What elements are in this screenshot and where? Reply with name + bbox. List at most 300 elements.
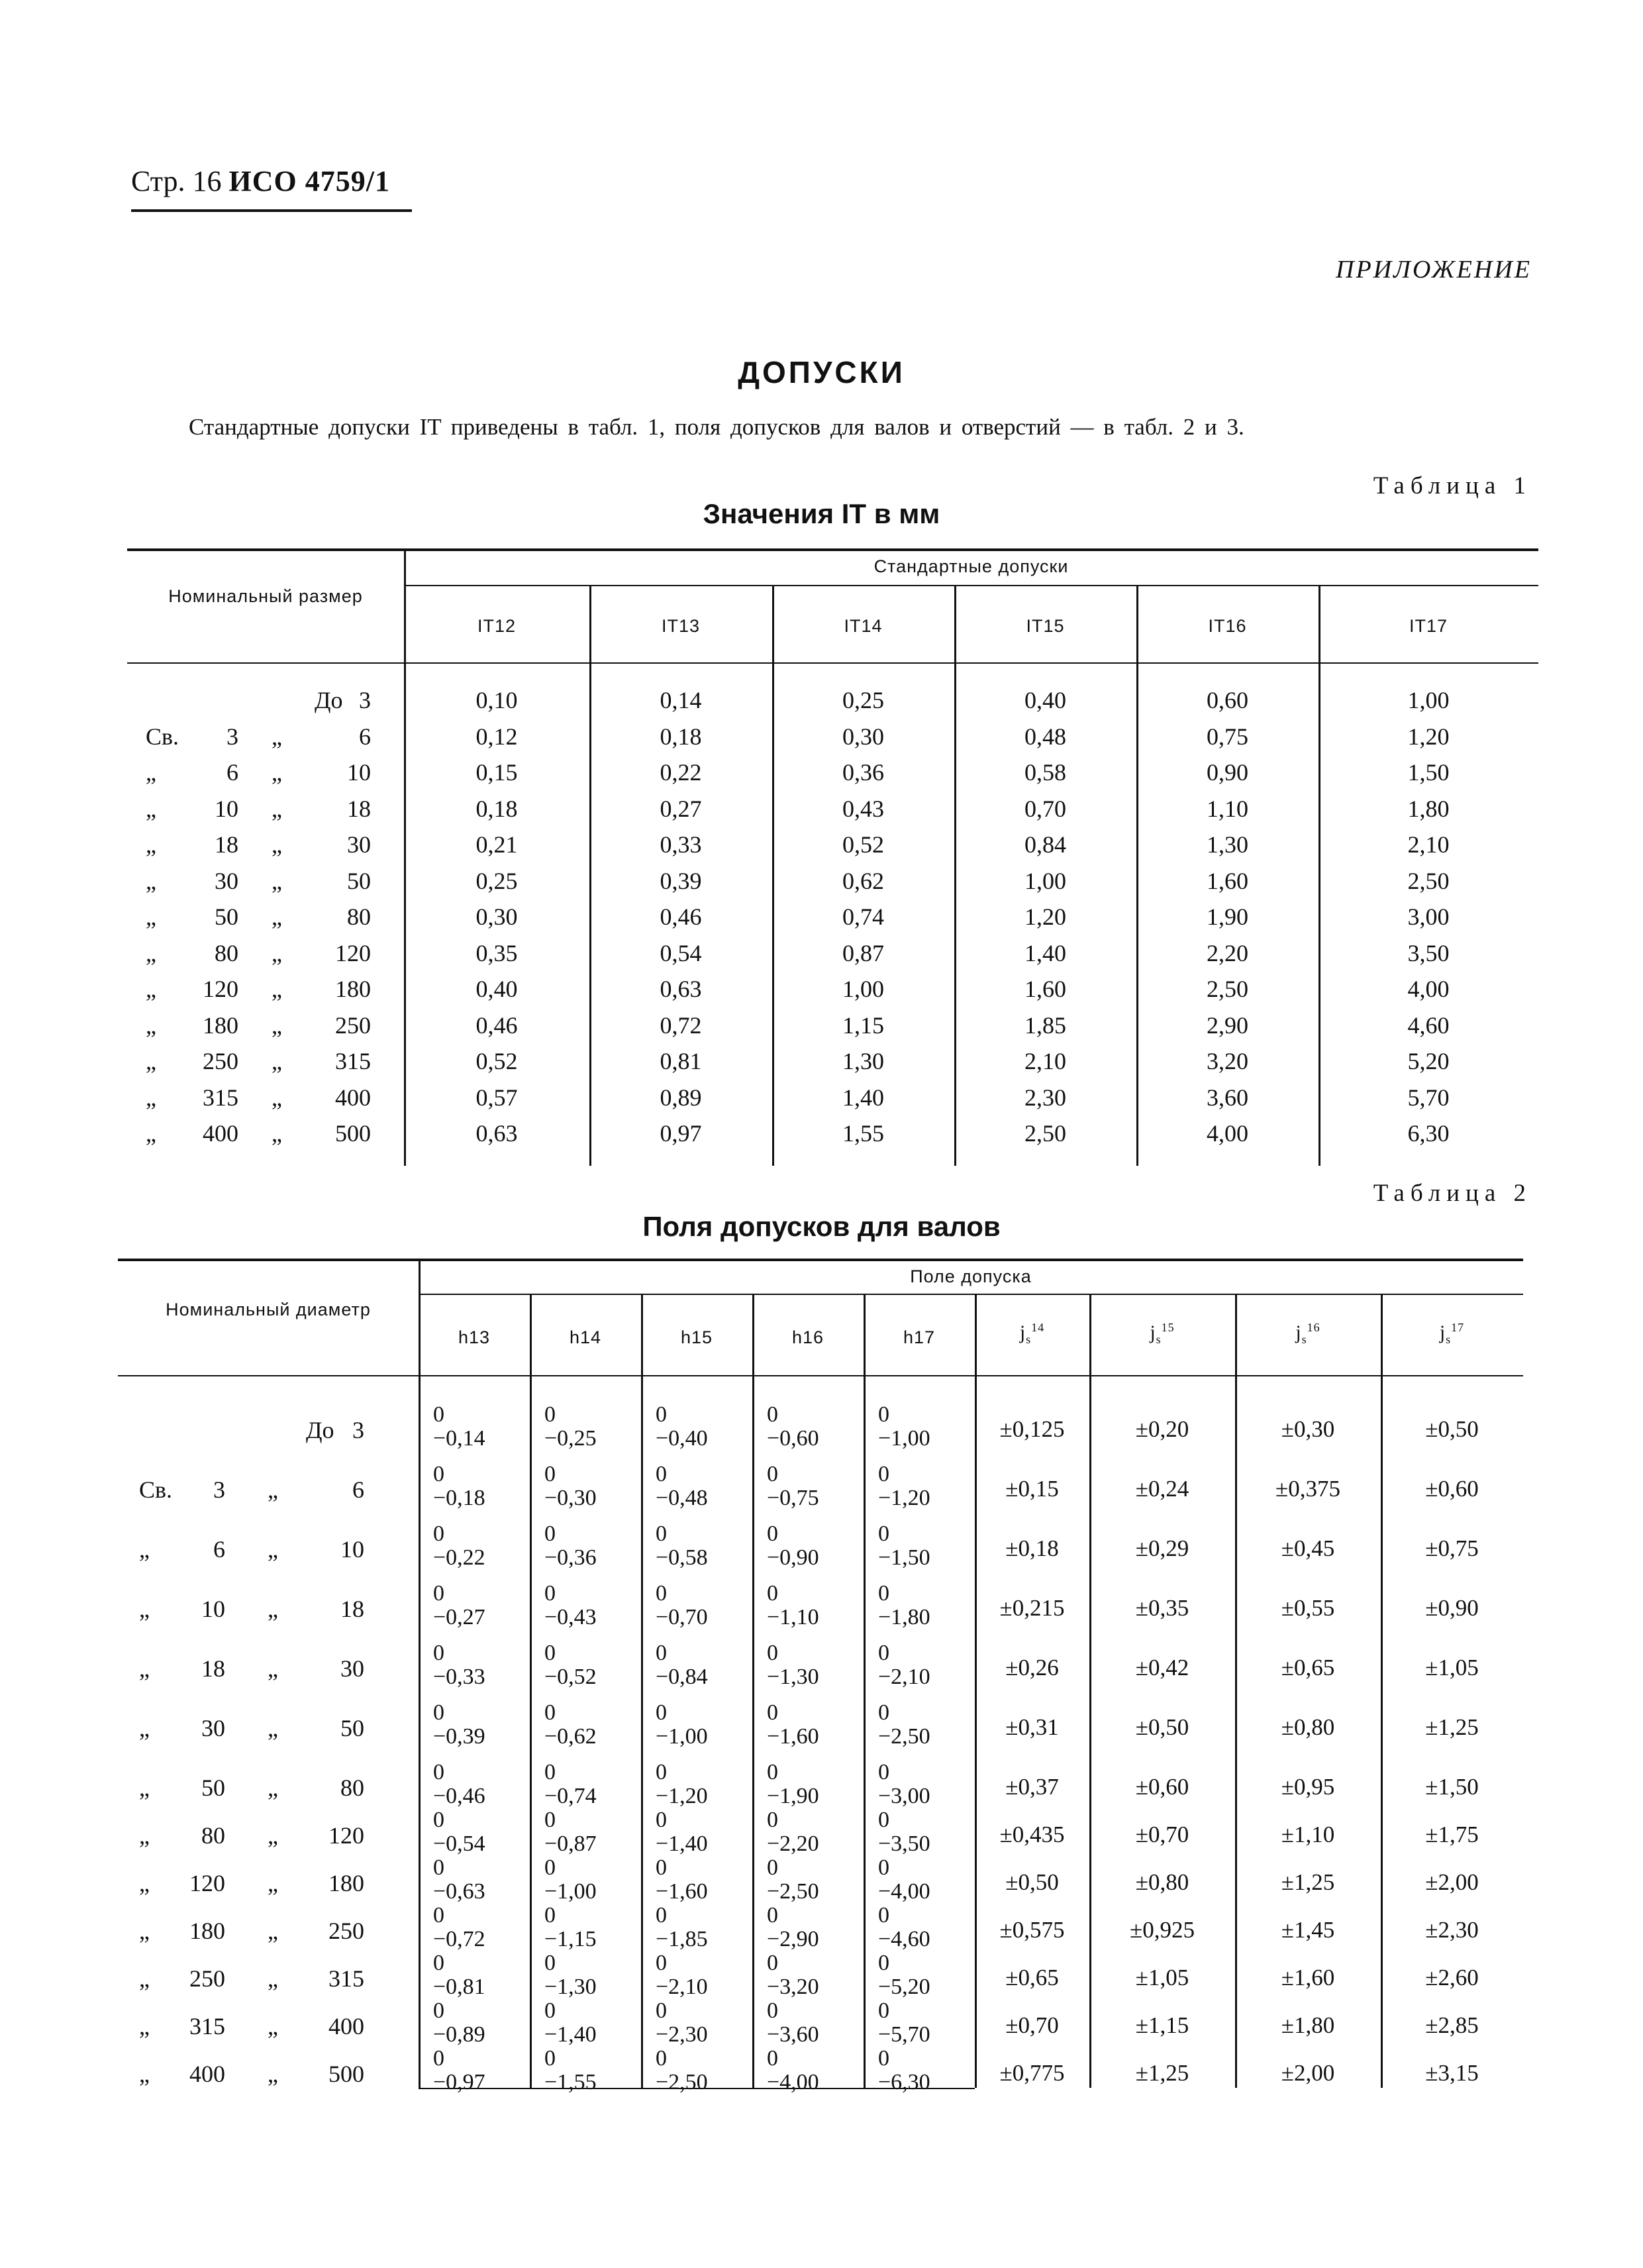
row-from: 80 xyxy=(201,1822,225,1849)
upper-deviation: 0 xyxy=(433,1581,444,1606)
table-cell: 2,30 xyxy=(1024,1084,1066,1111)
table-cell: 1,40 xyxy=(842,1084,884,1111)
symmetric-tolerance: ±0,90 xyxy=(1425,1595,1479,1621)
table-cell: 0,63 xyxy=(660,976,702,1002)
table-cell: 0,36 xyxy=(842,759,884,786)
table2-top-rule xyxy=(118,1259,1523,1261)
upper-deviation: 0 xyxy=(656,1903,667,1928)
table-cell: 0,87 xyxy=(842,939,884,966)
lower-deviation: −0,74 xyxy=(544,1784,597,1808)
lower-deviation: −2,10 xyxy=(656,1975,708,1999)
table-cell: 2,10 xyxy=(1407,831,1450,858)
row-from: 3 xyxy=(213,1476,225,1503)
lower-deviation: −1,20 xyxy=(878,1486,930,1510)
row-ditto: „ xyxy=(268,1536,278,1563)
row-ditto: „ xyxy=(272,1048,282,1074)
tolerance-deviation-pair xyxy=(433,2047,485,2094)
tolerance-deviation-pair xyxy=(656,1761,708,1808)
tolerance-deviation-pair xyxy=(878,1701,930,1749)
tolerance-deviation-pair xyxy=(878,1856,930,1904)
lower-deviation: −0,33 xyxy=(433,1665,485,1689)
row-upto: До xyxy=(306,1417,334,1443)
tolerance-deviation-pair xyxy=(878,1999,930,2047)
upper-deviation: 0 xyxy=(878,1903,889,1928)
lower-deviation: −0,72 xyxy=(433,1927,485,1951)
symmetric-tolerance: ±0,80 xyxy=(1135,1869,1189,1895)
lower-deviation: −1,20 xyxy=(656,1784,708,1808)
table1-top-rule xyxy=(127,548,1538,551)
upper-deviation: 0 xyxy=(767,1760,778,1784)
upper-deviation: 0 xyxy=(433,1760,444,1784)
lower-deviation: −0,14 xyxy=(433,1426,485,1451)
row-prefix: „ xyxy=(139,1715,150,1741)
row-to: 3 xyxy=(359,687,371,713)
upper-deviation: 0 xyxy=(878,1462,889,1486)
symmetric-tolerance: ±3,15 xyxy=(1425,2060,1479,2086)
row-to: 400 xyxy=(328,2013,364,2039)
tolerance-deviation-pair xyxy=(878,1904,930,1951)
symmetric-tolerance: ±0,65 xyxy=(1005,1965,1059,1990)
tolerance-deviation-pair xyxy=(544,1808,597,1856)
table-cell: 0,84 xyxy=(1024,831,1066,858)
lower-deviation: −1,15 xyxy=(544,1927,597,1951)
page-title: ДОПУСКИ xyxy=(738,355,905,389)
row-to: 180 xyxy=(335,976,371,1002)
lower-deviation: −0,54 xyxy=(433,1831,485,1856)
appendix-label: ПРИЛОЖЕНИЕ xyxy=(1336,256,1532,284)
row-from: 30 xyxy=(201,1715,225,1741)
lower-deviation: −2,30 xyxy=(656,2022,708,2047)
symmetric-tolerance: ±0,31 xyxy=(1005,1714,1059,1740)
upper-deviation: 0 xyxy=(767,1951,778,1975)
lower-deviation: −0,70 xyxy=(656,1605,708,1629)
tolerance-deviation-pair xyxy=(544,1856,597,1904)
upper-deviation: 0 xyxy=(656,2046,667,2071)
lower-deviation: −5,20 xyxy=(878,1975,930,1999)
tolerance-deviation-pair xyxy=(767,1641,819,1689)
tolerance-deviation-pair xyxy=(767,1856,819,1904)
upper-deviation: 0 xyxy=(433,1462,444,1486)
symmetric-tolerance: ±0,80 xyxy=(1281,1714,1335,1740)
table-cell: 0,18 xyxy=(475,795,518,822)
upper-deviation: 0 xyxy=(544,1402,556,1427)
table-cell: 0,22 xyxy=(660,759,702,786)
table2-vline xyxy=(752,1294,754,2088)
table-cell: 1,15 xyxy=(842,1011,884,1039)
table2-col-header: $j_s^{15}$ xyxy=(1150,1321,1175,1346)
row-ditto: „ xyxy=(272,1084,282,1111)
table-cell: 0,48 xyxy=(1024,723,1066,750)
row-from: 315 xyxy=(203,1084,238,1111)
upper-deviation: 0 xyxy=(878,1641,889,1665)
tolerance-deviation-pair xyxy=(433,1808,485,1856)
row-from: 250 xyxy=(203,1048,238,1074)
upper-deviation: 0 xyxy=(433,1402,444,1427)
tolerance-deviation-pair xyxy=(433,1856,485,1904)
table-cell: 0,52 xyxy=(842,831,884,858)
lower-deviation: −2,50 xyxy=(767,1879,819,1904)
table-cell: 0,25 xyxy=(842,687,884,713)
symmetric-tolerance: ±0,125 xyxy=(999,1416,1065,1442)
lower-deviation: −2,50 xyxy=(656,2070,708,2094)
table-cell: 0,52 xyxy=(475,1048,518,1074)
row-ditto: „ xyxy=(268,1870,278,1896)
row-from: 120 xyxy=(189,1870,225,1896)
lower-deviation: −3,00 xyxy=(878,1784,930,1808)
intro-paragraph: Стандартные допуски IT приведены в табл. 1, поля допусков для валов и отверстий — в табл. 2 и 3. xyxy=(189,414,1244,440)
row-to: 250 xyxy=(328,1918,364,1944)
row-to: 80 xyxy=(340,1775,364,1801)
table-cell: 1,10 xyxy=(1207,795,1248,822)
table2-vline xyxy=(864,1294,866,2088)
tolerance-deviation-pair xyxy=(767,1951,819,1999)
upper-deviation: 0 xyxy=(656,1521,667,1546)
upper-deviation: 0 xyxy=(767,1521,778,1546)
tolerance-deviation-pair xyxy=(767,1522,819,1570)
table-cell: 4,00 xyxy=(1407,976,1450,1002)
table2-vline xyxy=(530,1294,532,2088)
row-from: 50 xyxy=(201,1775,225,1801)
symmetric-tolerance: ±1,25 xyxy=(1135,2060,1189,2086)
row-ditto: „ xyxy=(272,903,282,930)
symmetric-tolerance: ±0,925 xyxy=(1130,1917,1195,1943)
upper-deviation: 0 xyxy=(544,1808,556,1832)
upper-deviation: 0 xyxy=(656,1462,667,1486)
lower-deviation: −0,27 xyxy=(433,1605,485,1629)
tolerance-deviation-pair xyxy=(878,1808,930,1856)
row-to: 120 xyxy=(335,939,371,966)
symmetric-tolerance: ±2,00 xyxy=(1425,1869,1479,1895)
table-cell: 4,00 xyxy=(1207,1120,1248,1147)
lower-deviation: −0,84 xyxy=(656,1665,708,1689)
tolerance-deviation-pair xyxy=(656,1808,708,1856)
row-prefix: „ xyxy=(139,1596,150,1622)
table-cell: 0,18 xyxy=(660,723,702,750)
row-to: 315 xyxy=(335,1048,371,1074)
row-prefix: „ xyxy=(146,1048,156,1074)
symmetric-tolerance: ±2,85 xyxy=(1425,2012,1479,2038)
table2-vline xyxy=(641,1294,643,2088)
table1-caption: Значения IT в мм xyxy=(703,498,940,529)
subscript: s xyxy=(1156,1333,1162,1346)
table-cell: 3,60 xyxy=(1207,1084,1248,1111)
upper-deviation: 0 xyxy=(544,1760,556,1784)
table-cell: 2,20 xyxy=(1207,939,1248,966)
symmetric-tolerance: ±0,215 xyxy=(999,1595,1065,1621)
upper-deviation: 0 xyxy=(544,1521,556,1546)
row-to: 50 xyxy=(340,1715,364,1741)
row-prefix: „ xyxy=(139,1918,150,1944)
tolerance-deviation-pair xyxy=(656,1856,708,1904)
lower-deviation: −3,20 xyxy=(767,1975,819,1999)
upper-deviation: 0 xyxy=(767,1808,778,1832)
upper-deviation: 0 xyxy=(544,1903,556,1928)
lower-deviation: −0,30 xyxy=(544,1486,597,1510)
tolerance-deviation-pair xyxy=(878,1761,930,1808)
row-prefix: „ xyxy=(139,1870,150,1896)
symmetric-tolerance: ±0,75 xyxy=(1425,1535,1479,1561)
tolerance-deviation-pair xyxy=(433,1463,485,1510)
table-cell: 0,58 xyxy=(1024,759,1066,786)
row-to: 18 xyxy=(347,795,371,822)
table-cell: 0,43 xyxy=(842,795,884,822)
row-from: 18 xyxy=(201,1655,225,1682)
table-cell: 0,39 xyxy=(660,867,702,894)
symmetric-tolerance: ±1,60 xyxy=(1281,1965,1335,1990)
row-prefix: „ xyxy=(146,867,156,894)
tolerance-deviation-pair xyxy=(767,1999,819,2047)
symmetric-tolerance: ±0,45 xyxy=(1281,1535,1335,1561)
table1-col-header: IT14 xyxy=(844,616,883,636)
upper-deviation: 0 xyxy=(767,1855,778,1880)
symmetric-tolerance: ±1,45 xyxy=(1281,1917,1335,1943)
row-prefix: „ xyxy=(146,759,156,786)
table1-col-header: IT16 xyxy=(1208,616,1247,636)
upper-deviation: 0 xyxy=(544,1951,556,1975)
table-cell: 2,50 xyxy=(1407,867,1450,894)
row-from: 250 xyxy=(189,1965,225,1992)
table-cell: 1,85 xyxy=(1024,1011,1066,1039)
row-ditto: „ xyxy=(268,1596,278,1622)
upper-deviation: 0 xyxy=(878,1808,889,1832)
table-cell: 1,00 xyxy=(1407,687,1450,713)
row-ditto: „ xyxy=(272,759,282,786)
row-to: 500 xyxy=(328,2061,364,2087)
table-cell: 0,35 xyxy=(475,939,518,966)
symmetric-tolerance: ±0,50 xyxy=(1005,1869,1059,1895)
table-cell: 0,40 xyxy=(475,976,518,1002)
row-ditto: „ xyxy=(272,1120,282,1147)
table-cell: 1,20 xyxy=(1407,723,1450,750)
upper-deviation: 0 xyxy=(433,1998,444,2023)
table-cell: 6,30 xyxy=(1407,1120,1450,1147)
row-prefix: „ xyxy=(146,1120,156,1147)
tolerance-deviation-pair xyxy=(544,1403,597,1451)
upper-deviation: 0 xyxy=(433,1951,444,1975)
row-prefix: „ xyxy=(146,939,156,966)
row-prefix: „ xyxy=(146,976,156,1002)
row-ditto: „ xyxy=(272,939,282,966)
row-from: 18 xyxy=(215,831,238,858)
table2-col-header: $j_s^{17}$ xyxy=(1439,1321,1465,1346)
lower-deviation: −0,18 xyxy=(433,1486,485,1510)
tolerance-deviation-pair xyxy=(767,1582,819,1629)
lower-deviation: −0,52 xyxy=(544,1665,597,1689)
tolerance-deviation-pair xyxy=(656,1701,708,1749)
row-from: 400 xyxy=(203,1120,238,1147)
upper-deviation: 0 xyxy=(878,1402,889,1427)
table-cell: 0,72 xyxy=(660,1011,702,1039)
upper-deviation: 0 xyxy=(767,1462,778,1486)
row-to: 80 xyxy=(347,903,371,930)
table-cell: 3,20 xyxy=(1207,1048,1248,1074)
upper-deviation: 0 xyxy=(433,1903,444,1928)
upper-deviation: 0 xyxy=(433,1808,444,1832)
row-prefix: „ xyxy=(139,1536,150,1563)
symmetric-tolerance: ±0,50 xyxy=(1425,1416,1479,1442)
symmetric-tolerance: ±0,775 xyxy=(999,2060,1065,2086)
header-underline xyxy=(131,209,412,212)
table2-col-header: h13 xyxy=(458,1327,491,1347)
row-from: 180 xyxy=(189,1918,225,1944)
row-ditto: „ xyxy=(268,2061,278,2087)
upper-deviation: 0 xyxy=(544,1700,556,1725)
lower-deviation: −0,60 xyxy=(767,1426,819,1451)
symmetric-tolerance: ±1,75 xyxy=(1425,1822,1479,1847)
symmetric-tolerance: ±0,55 xyxy=(1281,1595,1335,1621)
table-cell: 1,40 xyxy=(1024,939,1066,966)
upper-deviation: 0 xyxy=(656,1760,667,1784)
row-to: 250 xyxy=(335,1011,371,1039)
table-cell: 2,50 xyxy=(1207,976,1248,1002)
table2-col-header: $j_s^{16}$ xyxy=(1295,1321,1320,1346)
lower-deviation: −4,00 xyxy=(767,2070,819,2094)
symmetric-tolerance: ±1,50 xyxy=(1425,1774,1479,1800)
tolerance-deviation-pair xyxy=(656,1951,708,1999)
lower-deviation: −1,00 xyxy=(878,1426,930,1451)
table-cell: 0,46 xyxy=(475,1011,518,1039)
tolerance-deviation-pair xyxy=(656,1904,708,1951)
row-from: 120 xyxy=(203,976,238,1002)
table-cell: 0,81 xyxy=(660,1048,702,1074)
lower-deviation: −1,55 xyxy=(544,2070,597,2094)
table-cell: 0,90 xyxy=(1207,759,1248,786)
lower-deviation: −1,85 xyxy=(656,1927,708,1951)
symmetric-tolerance: ±0,37 xyxy=(1005,1774,1059,1800)
tolerance-deviation-pair xyxy=(878,1522,930,1570)
row-to: 180 xyxy=(328,1870,364,1896)
table-cell: 1,50 xyxy=(1407,759,1450,786)
symmetric-tolerance: ±0,575 xyxy=(999,1917,1065,1943)
tolerance-deviation-pair xyxy=(544,1582,597,1629)
row-from: 10 xyxy=(201,1596,225,1622)
symmetric-tolerance: ±1,05 xyxy=(1425,1655,1479,1680)
table-cell: 1,20 xyxy=(1024,903,1066,930)
lower-deviation: −0,46 xyxy=(433,1784,485,1808)
symmetric-tolerance: ±0,60 xyxy=(1135,1774,1189,1800)
table-cell: 0,62 xyxy=(842,867,884,894)
row-to: 3 xyxy=(352,1417,364,1443)
upper-deviation: 0 xyxy=(433,2046,444,2071)
table-cell: 0,25 xyxy=(475,867,518,894)
symmetric-tolerance: ±0,50 xyxy=(1135,1714,1189,1740)
lower-deviation: −0,36 xyxy=(544,1545,597,1570)
lower-deviation: −0,87 xyxy=(544,1831,597,1856)
upper-deviation: 0 xyxy=(656,1641,667,1665)
document-number: ИСО 4759/1 xyxy=(228,165,390,197)
upper-deviation: 0 xyxy=(433,1521,444,1546)
row-prefix: „ xyxy=(139,1775,150,1801)
symmetric-tolerance: ±1,80 xyxy=(1281,2012,1335,2038)
table2-col-header: h14 xyxy=(569,1327,602,1347)
upper-deviation: 0 xyxy=(656,1998,667,2023)
symmetric-tolerance: ±0,24 xyxy=(1135,1476,1189,1502)
row-to: 6 xyxy=(352,1476,364,1503)
row-ditto: „ xyxy=(268,1655,278,1682)
table-cell: 0,12 xyxy=(475,723,518,750)
lower-deviation: −0,39 xyxy=(433,1724,485,1749)
tolerance-deviation-pair xyxy=(656,1641,708,1689)
row-prefix: Св. xyxy=(139,1476,173,1503)
symmetric-tolerance: ±1,15 xyxy=(1135,2012,1189,2038)
table2-col-header: h15 xyxy=(680,1327,713,1347)
table-cell: 2,50 xyxy=(1024,1120,1066,1147)
tolerance-deviation-pair xyxy=(878,1403,930,1451)
symmetric-tolerance: ±0,375 xyxy=(1275,1476,1340,1502)
tolerance-deviation-pair xyxy=(878,1463,930,1510)
upper-deviation: 0 xyxy=(544,1581,556,1606)
tolerance-deviation-pair xyxy=(544,1463,597,1510)
row-prefix: „ xyxy=(146,1084,156,1111)
row-from: 6 xyxy=(213,1536,225,1563)
tolerance-deviation-pair xyxy=(433,1403,485,1451)
table-cell: 0,30 xyxy=(475,903,518,930)
lower-deviation: −1,30 xyxy=(544,1975,597,1999)
table-cell: 0,15 xyxy=(475,759,518,786)
lower-deviation: −1,60 xyxy=(656,1879,708,1904)
lower-deviation: −0,62 xyxy=(544,1724,597,1749)
tolerance-deviation-pair xyxy=(878,1951,930,1999)
symmetric-tolerance: ±0,70 xyxy=(1005,2012,1059,2038)
upper-deviation: 0 xyxy=(878,2046,889,2071)
row-ditto: „ xyxy=(272,723,282,750)
row-ditto: „ xyxy=(272,831,282,858)
table-cell: 5,20 xyxy=(1407,1048,1450,1074)
tolerance-deviation-pair xyxy=(656,1999,708,2047)
tolerance-deviation-pair xyxy=(656,1403,708,1451)
table2-vline xyxy=(419,1259,421,2088)
upper-deviation: 0 xyxy=(767,1581,778,1606)
row-from: 180 xyxy=(203,1011,238,1039)
table-cell: 1,00 xyxy=(842,976,884,1002)
tolerance-deviation-pair xyxy=(656,1582,708,1629)
row-from: 6 xyxy=(226,759,238,786)
lower-deviation: −0,58 xyxy=(656,1545,708,1570)
upper-deviation: 0 xyxy=(544,1855,556,1880)
table-cell: 1,90 xyxy=(1207,903,1248,930)
row-ditto: „ xyxy=(268,1476,278,1503)
tolerance-deviation-pair xyxy=(656,2047,708,2094)
lower-deviation: −6,30 xyxy=(878,2070,930,2094)
lower-deviation: −0,40 xyxy=(656,1426,708,1451)
row-prefix: „ xyxy=(139,2013,150,2039)
subscript: s xyxy=(1446,1333,1452,1346)
symmetric-tolerance: ±0,70 xyxy=(1135,1822,1189,1847)
lower-deviation: −0,63 xyxy=(433,1879,485,1904)
lower-deviation: −1,10 xyxy=(767,1605,819,1629)
table2-col-header: h16 xyxy=(791,1327,824,1347)
subscript: s xyxy=(1301,1333,1307,1346)
table-cell: 0,10 xyxy=(475,687,518,713)
page-number: Стр. 16 xyxy=(131,165,222,197)
row-ditto: „ xyxy=(268,2013,278,2039)
upper-deviation: 0 xyxy=(767,1903,778,1928)
tolerance-deviation-pair xyxy=(544,1641,597,1689)
upper-deviation: 0 xyxy=(656,1808,667,1832)
lower-deviation: −1,40 xyxy=(544,2022,597,2047)
tolerance-deviation-pair xyxy=(767,2047,819,2094)
symmetric-tolerance: ±2,60 xyxy=(1425,1965,1479,1990)
table1-col-header: IT13 xyxy=(661,616,701,636)
tolerance-deviation-pair xyxy=(433,1522,485,1570)
table2-header-divider xyxy=(419,1294,1523,1295)
upper-deviation: 0 xyxy=(656,1581,667,1606)
table-cell: 0,21 xyxy=(475,831,518,858)
table-cell: 0,40 xyxy=(1024,687,1066,713)
table-cell: 0,30 xyxy=(842,723,884,750)
lower-deviation: −2,20 xyxy=(767,1831,819,1856)
tolerance-deviation-pair xyxy=(767,1701,819,1749)
